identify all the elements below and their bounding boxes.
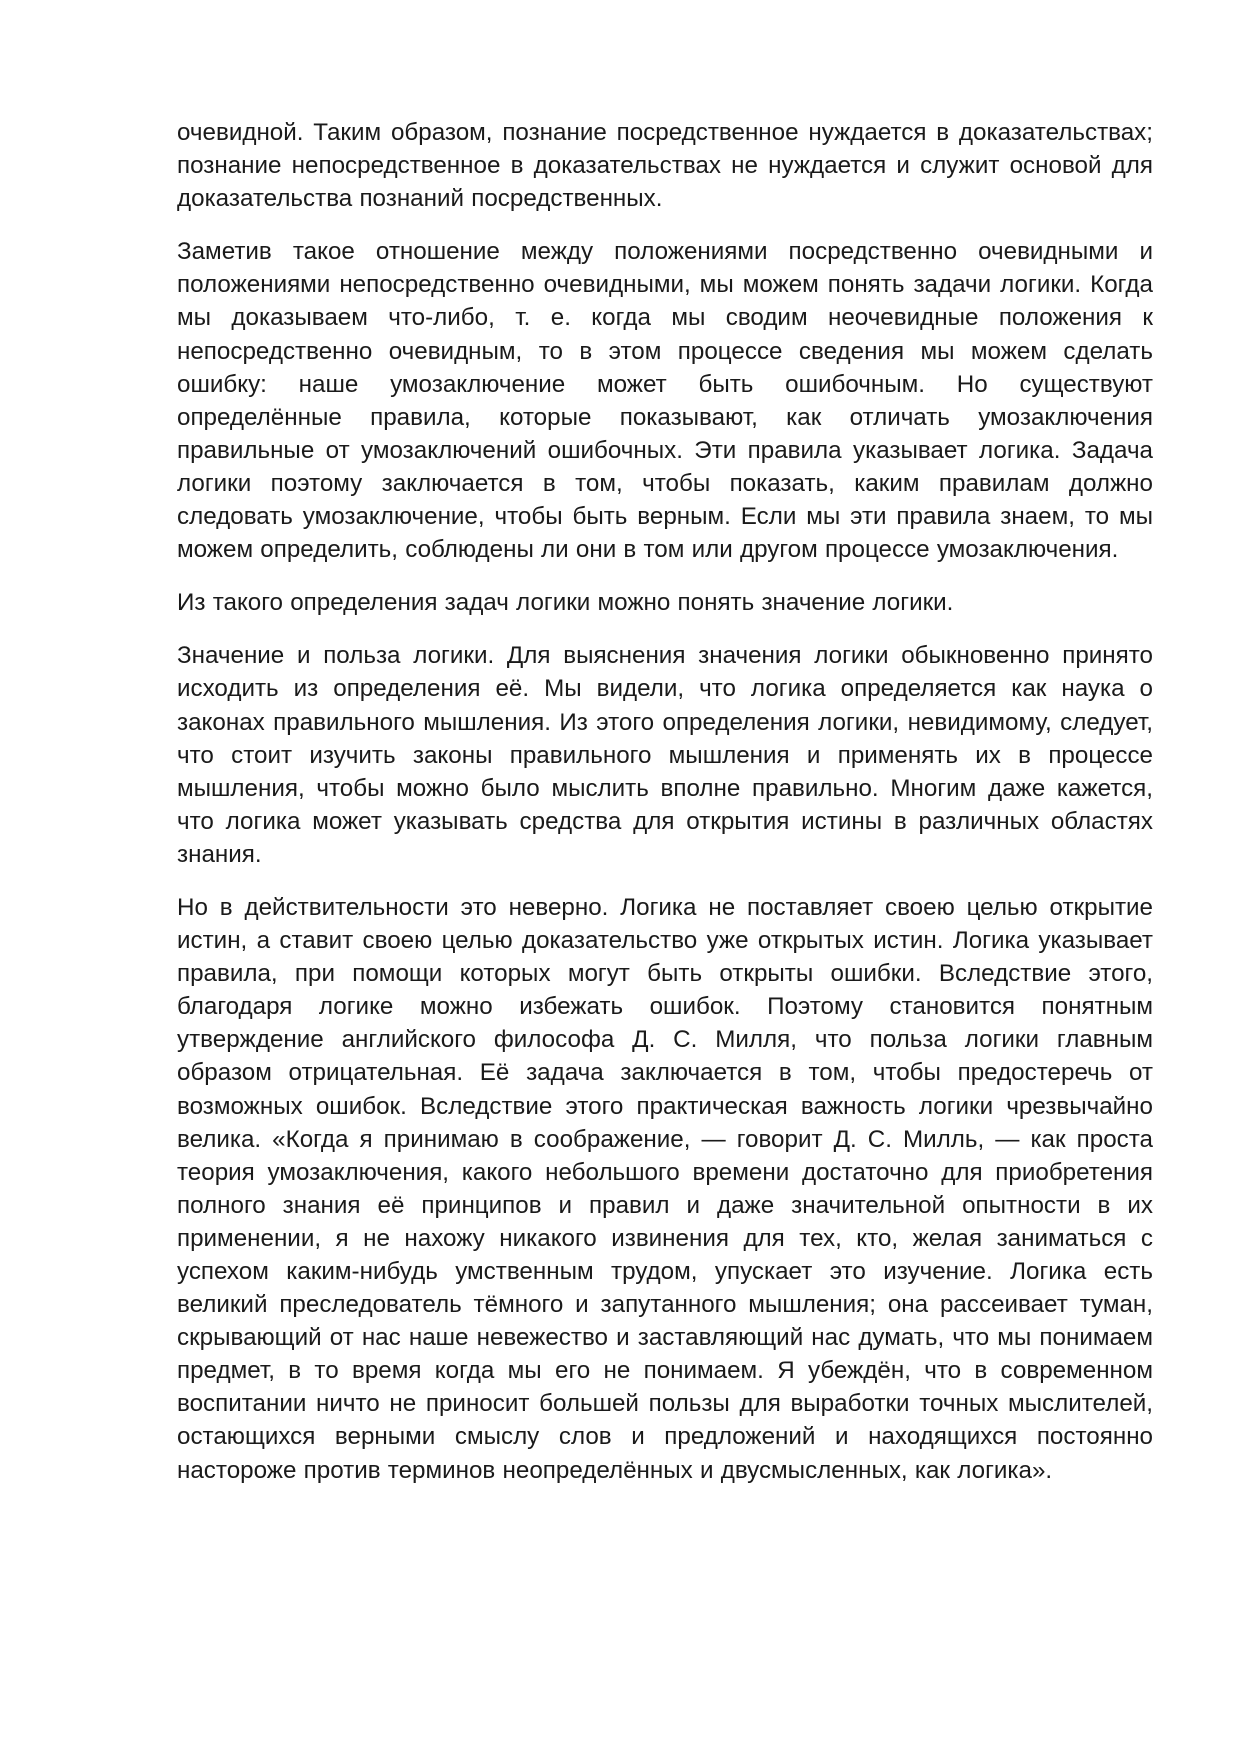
paragraph-1: очевидной. Таким образом, познание посредственное нуждается в доказательствах; познание непосредственное в доказательствах не нуждается и служит основой для доказательства познаний посредственных. — [177, 119, 1153, 213]
paragraph-3: Из такого определения задач логики можно понять значение логики. — [177, 589, 954, 617]
document-body — [177, 116, 1153, 1507]
paragraph-2: Заметив такое отношение между положениями посредственно очевидными и положениями непосредственно очевидными, мы можем понять задачи логики. Когда мы доказываем что-либо, т. е. когда мы сводим неочевидные положения к непосредственно очевидным, то в этом процессе сведения мы можем сделать ошибку: наше умозаключение может быть ошибочным. Но существуют определённые правила, которые показывают, как отличать умозаключения правильные от умозаключений ошибочных. Эти правила указывает логика. Задача логики поэтому заключается в том, чтобы показать, каким правилам должно следовать умозаключение, чтобы быть верным. Если мы эти правила знаем, то мы можем определить, соблюдены ли они в том или другом процессе умозаключения. — [177, 238, 1153, 564]
paragraph-4: Значение и польза логики. Для выяснения значения логики обыкновенно принято исходить из определения её. Мы видели, что логика определяется как наука о законах правильного мышления. Из этого определения логики, невидимому, следует, что стоит изучить законы правильного мышления и применять их в процессе мышления, чтобы можно было мыслить вполне правильно. Многим даже кажется, что логика может указывать средства для открытия истины в различных областях знания. — [177, 642, 1153, 868]
paragraph-5: Но в действительности это неверно. Логика не поставляет своею целью открытие истин, а ставит своею целью доказательство уже открытых истин. Логика указывает правила, при помощи которых могут быть открыты ошибки. Вследствие этого, благодаря логике можно избежать ошибок. Поэтому становится понятным утверждение английского философа Д. С. Милля, что польза логики главным образом отрицательная. Её задача заключается в том, чтобы предостеречь от возможных ошибок. Вследствие этого практическая важность логики чрезвычайно велика. «Когда я принимаю в соображение, — говорит Д. С. Милль, — как проста теория умозаключения, какого небольшого времени достаточно для приобретения полного знания её принципов и правил и даже значительной опытности в их применении, я не нахожу никакого извинения для тех, кто, желая заниматься с успехом каким-нибудь умственным трудом, упускает это изучение. Логика есть великий преследователь тёмного и запутанного мышления; она рассеивает туман, скрывающий от нас наше невежество и заставляющий нас думать, что мы понимаем предмет, в то время когда мы его не понимаем. Я убеждён, что в современном воспитании ничто не приносит большей пользы для выработки точных мыслителей, остающихся верными смыслу слов и предложений и находящихся постоянно настороже против терминов неопределённых и двусмысленных, как логика». — [177, 893, 1153, 1484]
